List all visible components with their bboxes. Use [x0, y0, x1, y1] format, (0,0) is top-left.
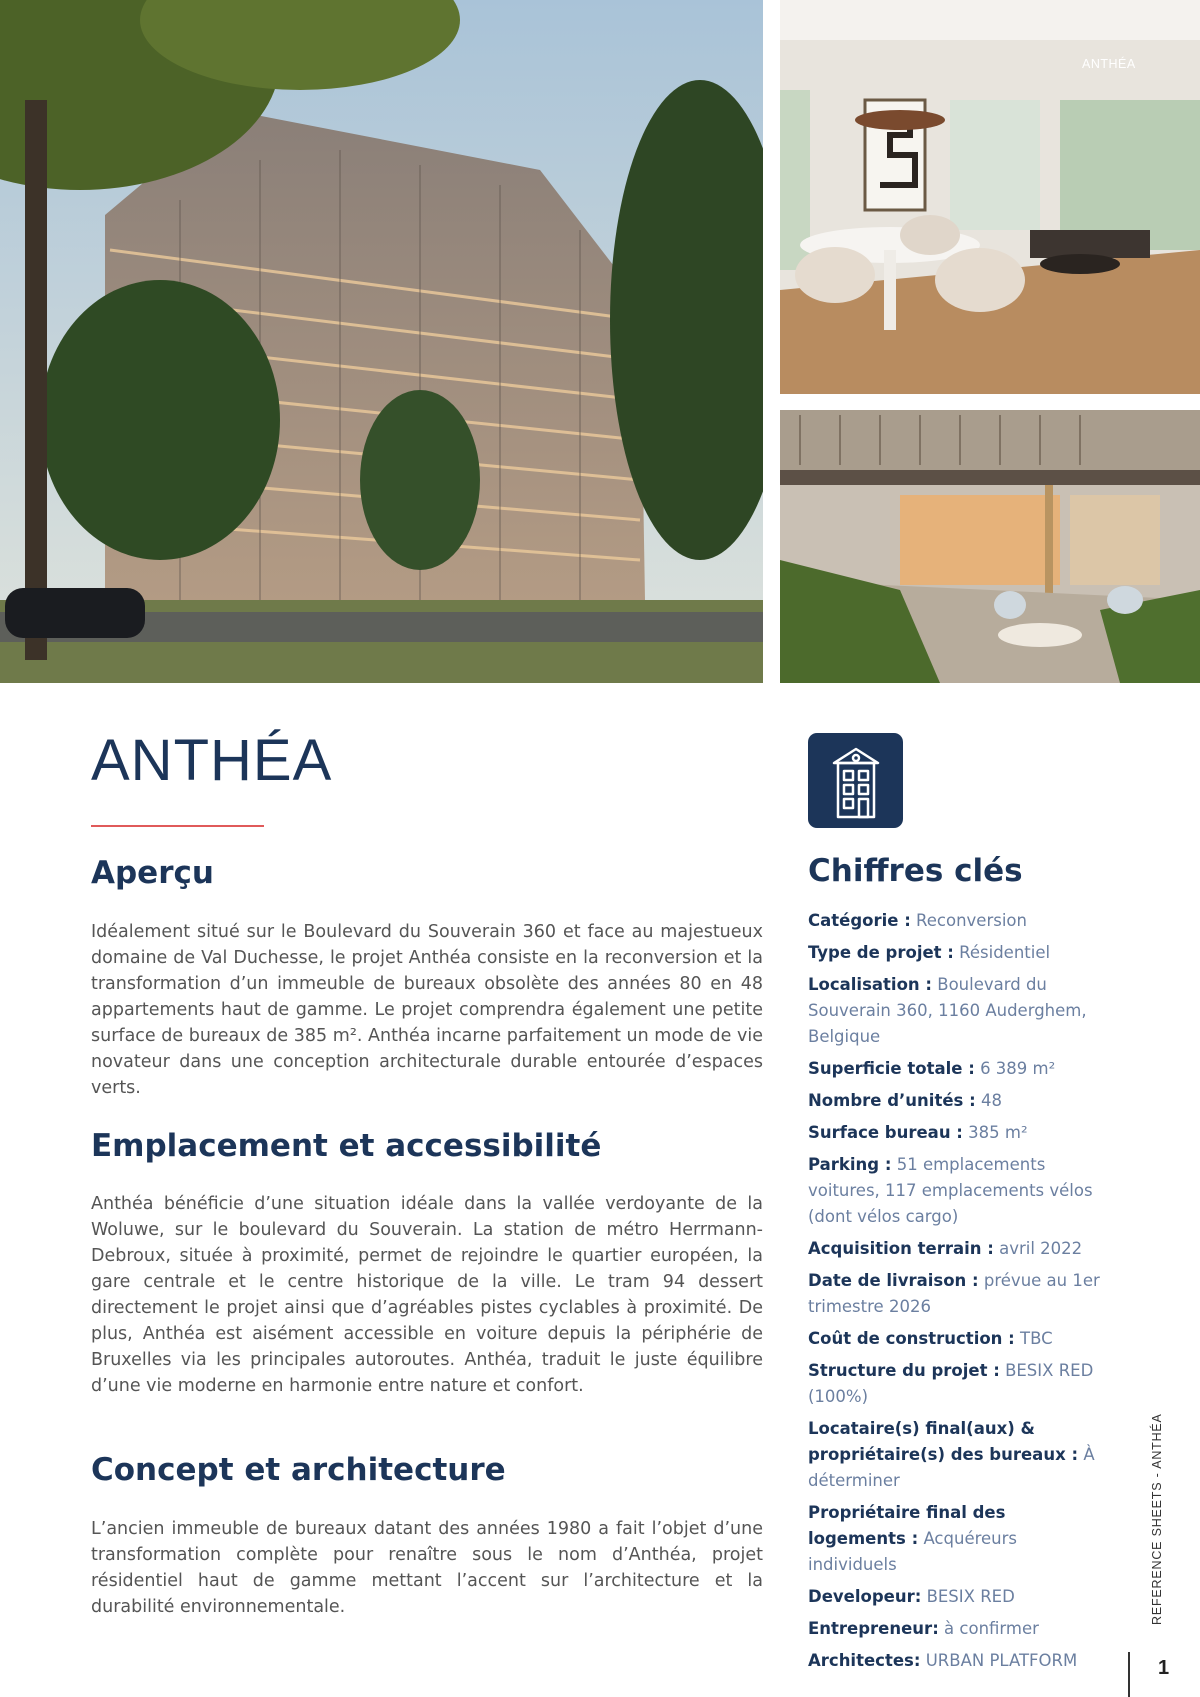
interior-photo: [780, 0, 1200, 394]
section-heading-emplacement: Emplacement et accessibilité: [91, 1128, 602, 1164]
key-figure-value: Boulevard du Souverain 360, 1160 Auderghem, Belgique: [808, 975, 1087, 1046]
key-figure-label: Superficie totale :: [808, 1059, 975, 1078]
building-icon: [830, 741, 882, 821]
key-figure-label: Localisation :: [808, 975, 932, 994]
key-figure-label: Coût de construction :: [808, 1329, 1015, 1348]
key-figure-item: [808, 1416, 1108, 1494]
key-figure-item: [808, 1584, 1108, 1610]
hero-building-photo: [0, 0, 763, 683]
key-figure-label: Architectes:: [808, 1651, 921, 1670]
key-figure-label: Nombre d’unités :: [808, 1091, 976, 1110]
key-figure-value: BESIX RED (100%): [808, 1361, 1094, 1406]
section-body-concept: L’ancien immeuble de bureaux datant des années 1980 a fait l’objet d’une transformation complète pour renaître sous le nom d’Anthéa, projet résidentiel haut de gamme mettant l’accent sur l’architecture et la durabilité environnementale.: [91, 1519, 763, 1617]
key-figure-item: [808, 972, 1108, 1050]
key-figure-item: [808, 1500, 1108, 1578]
key-figure-value: URBAN PLATFORM: [925, 1651, 1078, 1670]
key-figure-item: [808, 1268, 1108, 1320]
page-number-divider: [1128, 1652, 1130, 1697]
key-figure-item: [808, 1648, 1108, 1674]
key-figure-value: 6 389 m²: [980, 1059, 1056, 1078]
section-heading-apercu: Aperçu: [91, 855, 214, 891]
key-figure-label: Surface bureau :: [808, 1123, 963, 1142]
section-body-apercu: Idéalement situé sur le Boulevard du Souverain 360 et face au majestueux domaine de Val Duchesse, le projet Anthéa consiste en la reconversion et la transformation d’un immeuble de bureaux obsolète des années 80 en 48 appartements haut de gamme. Le projet comprendra également une petite surface de bureaux de 385 m². Anthéa incarne parfaitement un mode de vie novateur dans une conception architecturale durable entourée d’espaces verts.: [91, 922, 763, 1098]
key-figure-value: À déterminer: [808, 1445, 1095, 1490]
key-figure-item: [808, 940, 1108, 966]
key-figure-item: [808, 1616, 1108, 1642]
key-figures-title: Chiffres clés: [808, 853, 1023, 889]
key-figure-label: Date de livraison :: [808, 1271, 979, 1290]
key-figure-item: [808, 1326, 1108, 1352]
key-figure-item: [808, 1358, 1108, 1410]
title-divider: [91, 825, 264, 827]
key-figure-label: Type de projet :: [808, 943, 954, 962]
photo-caption: ANTHÉA: [1082, 57, 1136, 71]
key-figure-label: Structure du projet :: [808, 1361, 1000, 1380]
key-figure-label: Propriétaire final des logements :: [808, 1503, 1006, 1548]
key-figure-label: Entrepreneur:: [808, 1619, 939, 1638]
key-figure-value: Acquéreurs individuels: [808, 1529, 1017, 1574]
section-body-emplacement: Anthéa bénéficie d’une situation idéale dans la vallée verdoyante de la Woluwe, sur le boulevard du Souverain. La station de métro Herrmann-Debroux, située à proximité, permet de rejoindre le quartier européen, la gare centrale et le centre historique de la ville. Le tram 94 dessert directement le projet ainsi que d’agréables pistes cyclables à proximité. De plus, Anthéa est aisément accessible en voiture depuis la périphérie de Bruxelles via les principales autoroutes. Anthéa, traduit le juste équilibre d’une vie moderne en harmonie entre nature et confort.: [91, 1194, 763, 1396]
terrace-photo: [780, 410, 1200, 683]
key-figure-value: Reconversion: [916, 911, 1027, 930]
key-figure-label: Developeur:: [808, 1587, 922, 1606]
key-figure-item: [808, 1056, 1108, 1082]
key-figure-value: 48: [980, 1091, 1002, 1110]
key-figure-item: [808, 1236, 1108, 1262]
key-figure-item: [808, 1120, 1108, 1146]
key-figure-value: 51 emplacements voitures, 117 emplacements vélos (dont vélos cargo): [808, 1155, 1093, 1226]
key-figure-item: [808, 1152, 1108, 1230]
key-figure-value: TBC: [1020, 1329, 1053, 1348]
key-figure-value: BESIX RED: [926, 1587, 1015, 1606]
key-figure-item: [808, 908, 1108, 934]
key-figure-label: Acquisition terrain :: [808, 1239, 994, 1258]
key-figures-list: [808, 908, 1108, 1680]
key-figure-value: avril 2022: [999, 1239, 1083, 1258]
key-figure-item: [808, 1088, 1108, 1114]
key-figure-label: Parking :: [808, 1155, 892, 1174]
key-figure-label: Locataire(s) final(aux) & propriétaire(s) des bureaux :: [808, 1419, 1079, 1464]
building-icon-badge: [808, 733, 903, 828]
section-heading-concept: Concept et architecture: [91, 1452, 506, 1488]
key-figure-value: 385 m²: [968, 1123, 1028, 1142]
key-figure-value: Résidentiel: [959, 943, 1051, 962]
key-figure-value: à confirmer: [944, 1619, 1039, 1638]
page-title: ANTHÉA: [91, 728, 333, 793]
key-figure-label: Catégorie :: [808, 911, 911, 930]
side-label: REFERENCE SHEETS - ANTHÉA: [1150, 1413, 1164, 1625]
key-figure-value: prévue au 1er trimestre 2026: [808, 1271, 1100, 1316]
page-number: 1: [1158, 1657, 1170, 1679]
